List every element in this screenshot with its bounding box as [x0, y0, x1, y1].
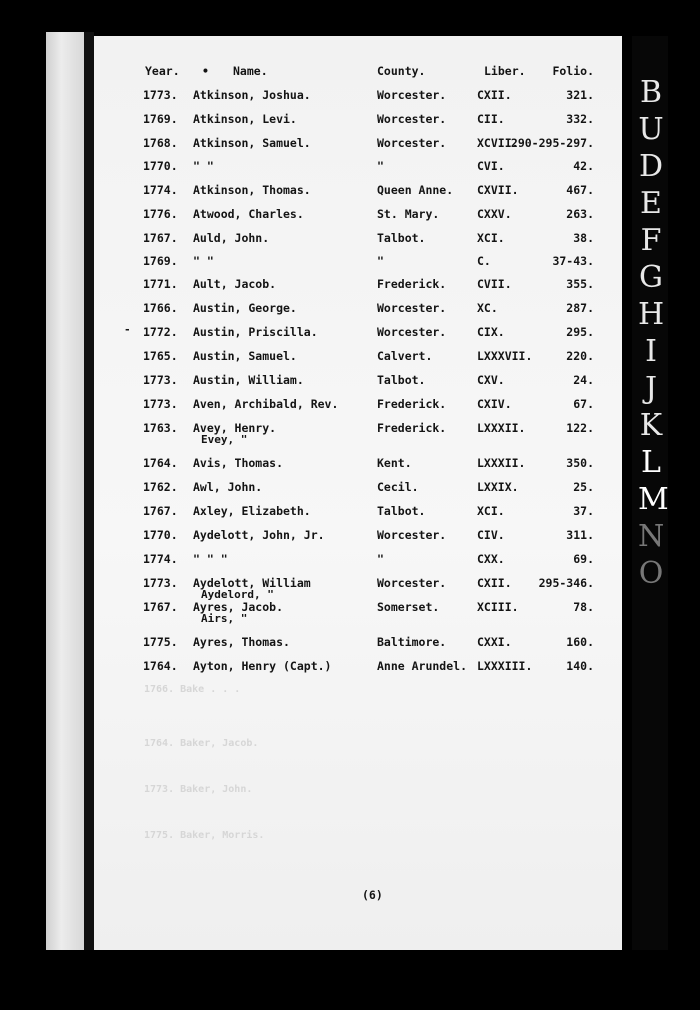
cell-folio: 355.	[566, 277, 594, 291]
cell-liber: CVI.	[477, 159, 505, 173]
cell-liber: XC.	[477, 301, 498, 315]
cell-county: Worcester.	[377, 576, 447, 590]
cell-county: Frederick.	[377, 421, 447, 435]
cell-year: 1773.	[143, 373, 178, 387]
page-number: (6)	[362, 888, 383, 902]
cell-folio: 67.	[573, 397, 594, 411]
cell-liber: XCI.	[477, 504, 505, 518]
header-year: Year.	[145, 64, 180, 78]
cell-year: 1770.	[143, 528, 178, 542]
cell-liber: CXX.	[477, 552, 505, 566]
cell-county: Kent.	[377, 456, 412, 470]
cell-name: Aydelott, William	[193, 576, 311, 590]
table-row	[94, 207, 622, 225]
cell-county: Worcester.	[377, 325, 447, 339]
cell-liber: LXXIX.	[477, 480, 519, 494]
cell-name: Ayton, Henry (Capt.)	[193, 659, 332, 673]
table-row	[94, 349, 622, 367]
cell-liber: LXXXII.	[477, 421, 526, 435]
cell-county: Talbot.	[377, 231, 426, 245]
cell-year: 1771.	[143, 277, 178, 291]
cell-folio: 263.	[566, 207, 594, 221]
cell-folio: 321.	[566, 88, 594, 102]
cell-county: "	[377, 552, 384, 566]
index-tab-b: B	[639, 75, 663, 110]
cell-folio: 69.	[573, 552, 594, 566]
table-row	[94, 325, 622, 343]
table-row	[94, 88, 622, 106]
table-row	[94, 301, 622, 319]
cell-year: 1766.	[143, 301, 178, 315]
cell-name: Atwood, Charles.	[193, 207, 304, 221]
cell-year: 1776.	[143, 207, 178, 221]
cell-name: Avis, Thomas.	[193, 456, 284, 470]
index-tab-k: K	[639, 408, 663, 443]
index-tab-h: H	[638, 297, 665, 332]
book-spine	[84, 32, 94, 950]
cell-county: Worcester.	[377, 301, 447, 315]
header-marker: •	[202, 64, 209, 78]
cell-liber: CXVII.	[477, 183, 519, 197]
cell-liber: CII.	[477, 112, 505, 126]
table-row	[94, 112, 622, 130]
cell-folio: 38.	[573, 231, 594, 245]
cell-folio: 24.	[573, 373, 594, 387]
table-row	[94, 600, 622, 625]
table-row	[94, 231, 622, 249]
bleed-through: 1764. Baker, Jacob.	[144, 738, 259, 749]
bleed-through: 1766. Bake . . .	[144, 684, 241, 695]
table-row	[94, 456, 622, 474]
cell-folio: 42.	[573, 159, 594, 173]
thumb-index	[632, 36, 668, 950]
cell-year: 1773.	[143, 88, 178, 102]
cell-year: 1770.	[143, 159, 178, 173]
cell-county: Calvert.	[377, 349, 433, 363]
cell-liber: XCI.	[477, 231, 505, 245]
header-county: County.	[377, 64, 426, 78]
cell-county: "	[377, 159, 384, 173]
margin-tick: -	[124, 323, 131, 336]
index-tab-o: O	[638, 556, 664, 591]
cell-name: Avey, Henry.	[193, 421, 277, 435]
alternate-spelling: Evey, "	[201, 433, 248, 446]
bleed-through: 1773. Baker, John.	[144, 784, 253, 795]
index-tab-j: J	[644, 371, 658, 406]
cell-folio: 295-346.	[538, 576, 594, 590]
cell-folio: 350.	[566, 456, 594, 470]
cell-folio: 25.	[573, 480, 594, 494]
cell-liber: LXXXIII.	[477, 659, 533, 673]
index-tab-i: I	[645, 334, 657, 369]
cell-liber: CIV.	[477, 528, 505, 542]
cell-liber: XCIII.	[477, 600, 519, 614]
header-folio: Folio.	[552, 64, 594, 78]
cell-folio: 140.	[566, 659, 594, 673]
cell-county: Somerset.	[377, 600, 440, 614]
cell-liber: CXIV.	[477, 397, 512, 411]
header-name: Name.	[233, 64, 268, 78]
table-row	[94, 528, 622, 546]
index-tab-n: N	[638, 519, 665, 554]
table-row	[94, 504, 622, 522]
cell-folio: 37-43.	[552, 254, 594, 268]
index-tab-l: L	[641, 445, 661, 480]
cell-county: Talbot.	[377, 504, 426, 518]
cell-name: Austin, William.	[193, 373, 304, 387]
cell-year: 1775.	[143, 635, 178, 649]
table-row	[94, 576, 622, 601]
cell-county: Worcester.	[377, 528, 447, 542]
table-row	[94, 277, 622, 295]
cell-county: Queen Anne.	[377, 183, 454, 197]
header-liber: Liber.	[484, 64, 526, 78]
cell-liber: CXXV.	[477, 207, 512, 221]
cell-folio: 160.	[566, 635, 594, 649]
cell-folio: 122.	[566, 421, 594, 435]
cell-county: Worcester.	[377, 136, 447, 150]
table-row	[94, 159, 622, 177]
column-headers	[94, 64, 622, 80]
table-row	[94, 421, 622, 446]
cell-name: Axley, Elizabeth.	[193, 504, 311, 518]
index-tab-e: E	[640, 186, 662, 221]
cell-county: "	[377, 254, 384, 268]
bleed-through: 1775. Baker, Morris.	[144, 830, 265, 841]
cell-liber: CXII.	[477, 88, 512, 102]
cell-year: 1774.	[143, 183, 178, 197]
cell-name: Atkinson, Levi.	[193, 112, 297, 126]
table-row	[94, 373, 622, 391]
cell-year: 1774.	[143, 552, 178, 566]
index-tab-g: G	[639, 260, 663, 295]
cell-name: Awl, John.	[193, 480, 263, 494]
cell-liber: CXV.	[477, 373, 505, 387]
ledger-page	[94, 36, 622, 950]
cell-folio: 37.	[573, 504, 594, 518]
table-row	[94, 552, 622, 570]
cell-folio: 467.	[566, 183, 594, 197]
table-row	[94, 635, 622, 653]
index-tab-u: U	[638, 112, 664, 147]
cell-county: Baltimore.	[377, 635, 447, 649]
cell-folio: 332.	[566, 112, 594, 126]
cell-folio: 290-295-297.	[510, 136, 594, 150]
adjacent-page-edge	[46, 32, 84, 950]
cell-liber: CXII.	[477, 576, 512, 590]
cell-year: 1767.	[143, 600, 178, 614]
cell-name: Austin, Priscilla.	[193, 325, 318, 339]
cell-name: Aydelott, John, Jr.	[193, 528, 325, 542]
cell-county: Worcester.	[377, 112, 447, 126]
cell-year: 1762.	[143, 480, 178, 494]
cell-year: 1772.	[143, 325, 178, 339]
cell-liber: CIX.	[477, 325, 505, 339]
cell-year: 1769.	[143, 254, 178, 268]
cell-name: Ault, Jacob.	[193, 277, 277, 291]
cell-year: 1767.	[143, 504, 178, 518]
table-row	[94, 254, 622, 272]
cell-folio: 220.	[566, 349, 594, 363]
cell-folio: 311.	[566, 528, 594, 542]
cell-county: Worcester.	[377, 88, 447, 102]
cell-name: Atkinson, Thomas.	[193, 183, 311, 197]
cell-liber: C.	[477, 254, 491, 268]
table-row	[94, 480, 622, 498]
cell-county: Frederick.	[377, 397, 447, 411]
cell-year: 1763.	[143, 421, 178, 435]
index-tab-f: F	[640, 223, 662, 258]
cell-liber: CXXI.	[477, 635, 512, 649]
cell-year: 1764.	[143, 659, 178, 673]
cell-liber: XCVII.	[477, 136, 519, 150]
cell-year: 1769.	[143, 112, 178, 126]
cell-year: 1773.	[143, 576, 178, 590]
cell-year: 1764.	[143, 456, 178, 470]
table-row	[94, 183, 622, 201]
cell-county: Cecil.	[377, 480, 419, 494]
cell-name: " " "	[193, 552, 228, 566]
cell-name: Ayres, Jacob.	[193, 600, 284, 614]
cell-liber: LXXXVII.	[477, 349, 533, 363]
cell-year: 1767.	[143, 231, 178, 245]
cell-liber: CVII.	[477, 277, 512, 291]
cell-name: Austin, George.	[193, 301, 297, 315]
cell-name: Austin, Samuel.	[193, 349, 297, 363]
cell-folio: 78.	[573, 600, 594, 614]
index-tab-m: M	[638, 482, 669, 517]
table-row	[94, 659, 622, 677]
cell-county: Anne Arundel.	[377, 659, 468, 673]
cell-name: " "	[193, 254, 214, 268]
index-tab-d: D	[638, 149, 664, 184]
cell-name: Ayres, Thomas.	[193, 635, 290, 649]
cell-county: Talbot.	[377, 373, 426, 387]
cell-year: 1765.	[143, 349, 178, 363]
cell-year: 1773.	[143, 397, 178, 411]
cell-name: Aven, Archibald, Rev.	[193, 397, 339, 411]
cell-name: Auld, John.	[193, 231, 270, 245]
cell-name: Atkinson, Joshua.	[193, 88, 311, 102]
alternate-spelling: Aydelord, "	[201, 588, 274, 601]
cell-year: 1768.	[143, 136, 178, 150]
cell-liber: LXXXII.	[477, 456, 526, 470]
cell-folio: 295.	[566, 325, 594, 339]
cell-county: Frederick.	[377, 277, 447, 291]
cell-folio: 287.	[566, 301, 594, 315]
alternate-spelling: Airs, "	[201, 612, 248, 625]
cell-name: Atkinson, Samuel.	[193, 136, 311, 150]
table-row	[94, 136, 622, 154]
cell-name: " "	[193, 159, 214, 173]
table-row	[94, 397, 622, 415]
cell-county: St. Mary.	[377, 207, 440, 221]
